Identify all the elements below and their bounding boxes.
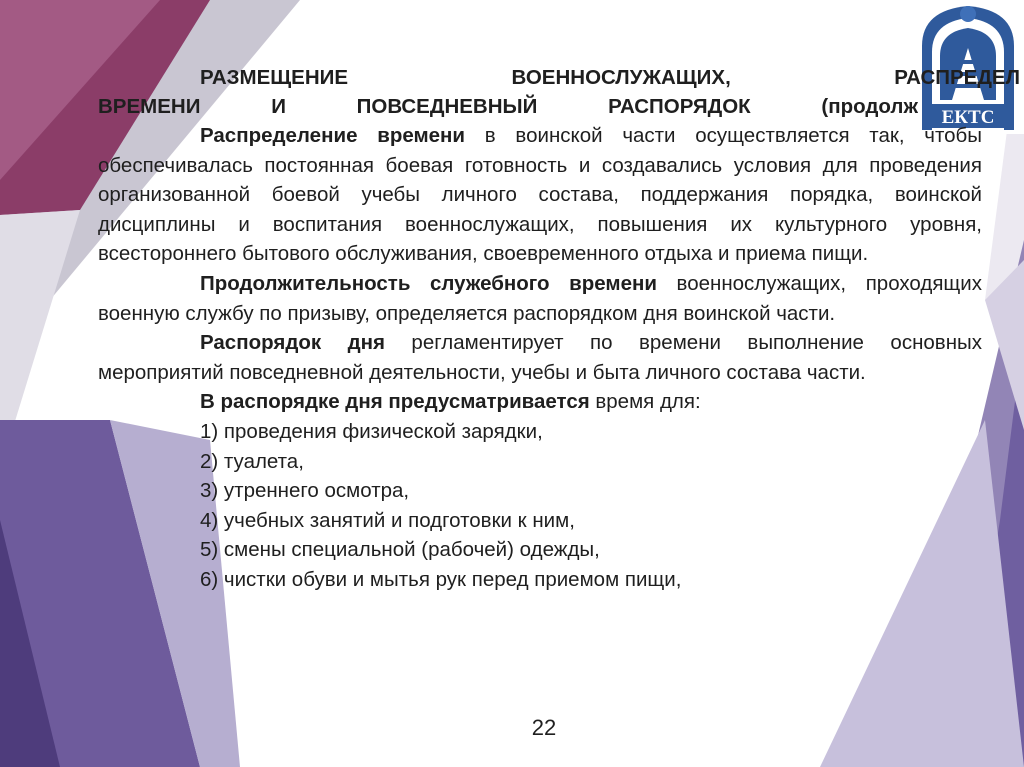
paragraph-time-distribution	[98, 121, 982, 269]
paragraph-text: в воинской части осуществляется так, чтобы обеспечивалась постоянная боевая готовность и создавались условия для проведения организованной боевой учебы личного состава, поддержания порядка, воинской дисциплины и воспитания военнослужащих, повышения их культурного уровня, всестороннего бытового обслуживания, своевременного отдыха и приема пищи.	[98, 124, 982, 266]
list-item: 1) проведения физической зарядки,	[200, 419, 543, 443]
slide-body	[98, 63, 1020, 595]
title-word: ВРЕМЕНИ	[98, 95, 201, 118]
paragraph-text: регламентирует по времени выполнение основных мероприятий повседневной деятельности, учебы и быта личного состава части.	[98, 331, 982, 384]
page-number: 22	[531, 715, 557, 740]
list-item: 5) смены специальной (рабочей) одежды,	[200, 538, 600, 562]
list-item: 4) учебных занятий и подготовки к ним,	[200, 508, 575, 532]
slide-title-line-1	[98, 63, 1020, 92]
title-word: РАСПРЕДЕЛ	[894, 66, 1020, 89]
slide-title-line-2	[98, 92, 918, 121]
paragraph-service-time	[98, 269, 982, 328]
title-word: ПОВСЕДНЕВНЫЙ	[356, 95, 538, 118]
title-word: (продолж	[821, 95, 918, 118]
list-intro-text: время для:	[589, 390, 701, 414]
title-word: РАСПОРЯДОК	[608, 95, 751, 118]
paragraph-bold-lead: Распределение времени	[200, 124, 466, 147]
list-item: 6) чистки обуви и мытья рук перед приемом пищи,	[200, 567, 682, 591]
list-intro	[98, 387, 982, 417]
list-item: 3) утреннего осмотра,	[200, 479, 410, 503]
paragraph-daily-routine	[98, 328, 982, 387]
paragraph-bold-lead: Распорядок дня	[200, 331, 385, 355]
svg-text:ЕКТС: ЕКТС	[941, 107, 995, 128]
title-word: ВОЕННОСЛУЖАЩИХ,	[511, 66, 731, 89]
list-item: 2) туалета,	[200, 449, 304, 473]
title-word: И	[271, 95, 286, 118]
title-word: РАЗМЕЩЕНИЕ	[200, 66, 349, 89]
paragraph-bold-lead: Продолжительность служебного времени	[200, 271, 657, 295]
list-intro-bold: В распорядке дня предусматривается	[200, 390, 590, 414]
paragraph-text: военнослужащих, проходящих военную службу по призыву, определяется распорядком дня воинской части.	[98, 271, 982, 325]
